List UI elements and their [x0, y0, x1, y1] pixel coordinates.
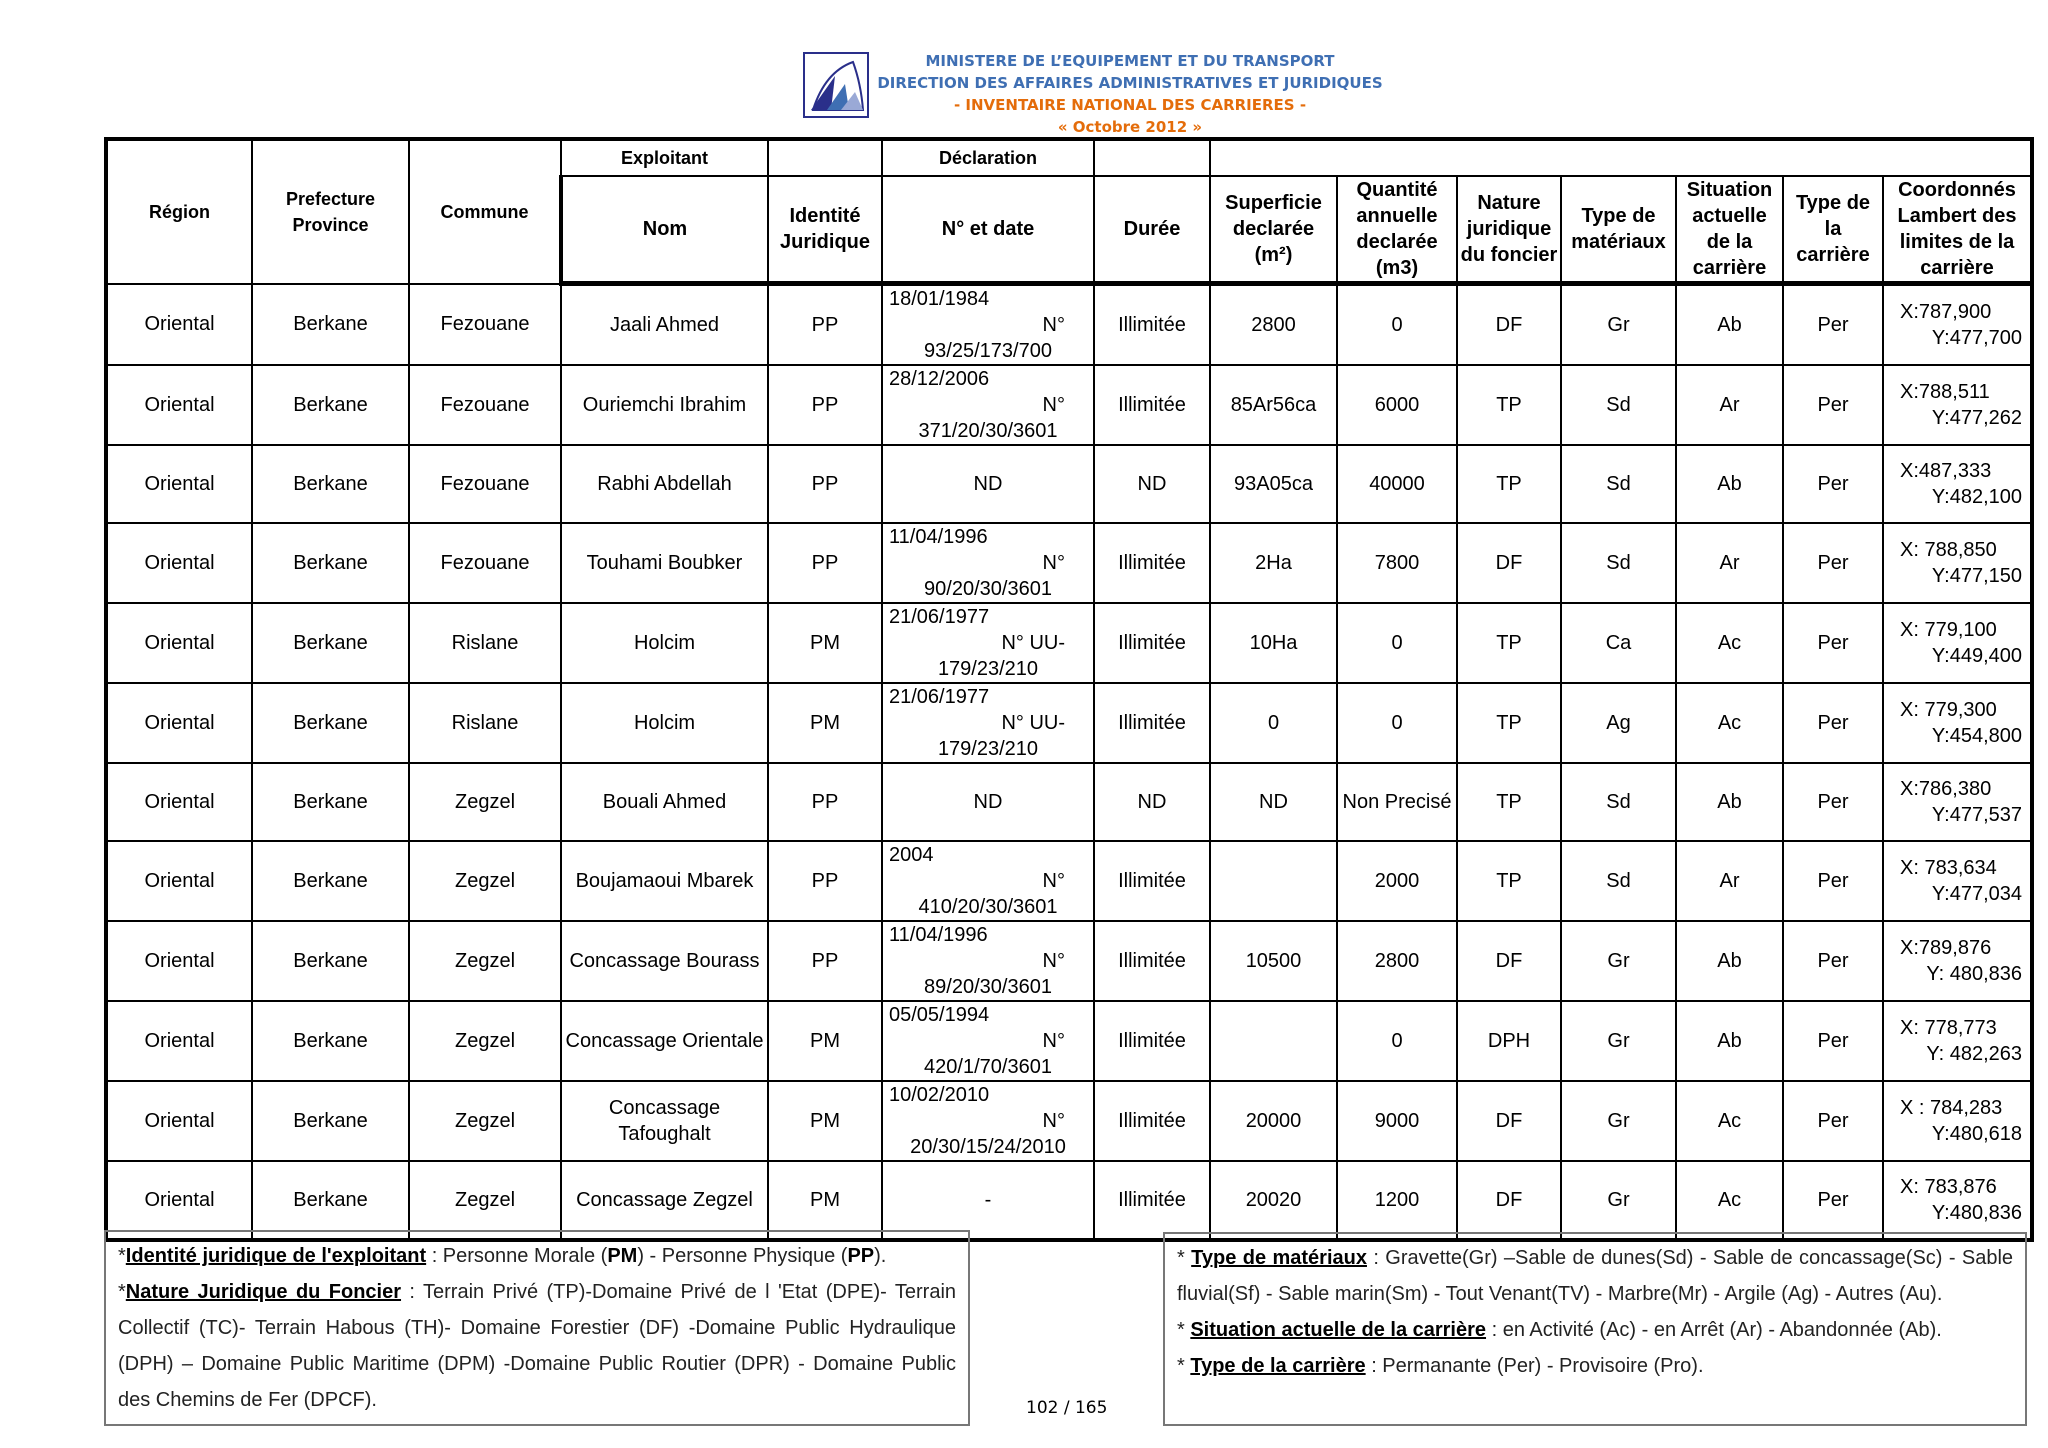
cell-region: Oriental — [106, 1081, 252, 1161]
declaration-number-label: N° UU- — [1001, 632, 1065, 654]
cell-declaration — [882, 1161, 1094, 1240]
cell-declaration — [882, 1081, 1094, 1161]
cell-nature: DF — [1457, 523, 1561, 603]
declaration-number: 90/20/30/3601 — [924, 578, 1052, 600]
table-body — [106, 284, 2032, 1241]
cell-coordinates — [1883, 683, 2032, 763]
cell-quantite: 6000 — [1337, 365, 1457, 445]
cell-prefecture: Berkane — [252, 1161, 409, 1240]
cell-nom: Concassage Bourass — [561, 921, 768, 1001]
declaration-number-label: N° — [1042, 552, 1065, 574]
quarry-inventory-table — [104, 137, 2034, 1242]
cell-prefecture: Berkane — [252, 365, 409, 445]
cell-type-carriere: Per — [1783, 1081, 1883, 1161]
cell-type-carriere: Per — [1783, 841, 1883, 921]
cell-coordinates — [1883, 1161, 2032, 1240]
cell-quantite: 0 — [1337, 284, 1457, 366]
cell-quantite: 0 — [1337, 603, 1457, 683]
cell-nom: Concassage Tafoughalt — [561, 1081, 768, 1161]
cell-type-carriere: Per — [1783, 763, 1883, 841]
cell-quantite: 7800 — [1337, 523, 1457, 603]
cell-duree: Illimitée — [1094, 1081, 1210, 1161]
cell-superficie: 10500 — [1210, 921, 1337, 1001]
cell-nom: Holcim — [561, 683, 768, 763]
declaration-number-label: - — [984, 1189, 992, 1211]
declaration-number: 93/25/173/700 — [924, 340, 1052, 362]
cell-identite: PP — [768, 921, 882, 1001]
cell-superficie: 2800 — [1210, 284, 1337, 366]
declaration-date: 11/04/1996 — [889, 924, 988, 946]
legend-nature: *Nature Juridique du Foncier : Terrain Privé (TP)-Domaine Privé de l 'Etat (DPE)- Terrain Collectif (TC)- Terrain Habous (TH)- Domaine Forestier (DF) -Domaine Public Hydraulique (DPH) – Domaine Public Maritime (DPM) -Domaine Public Routier (DPR) - Domaine Public des Chemins de Fer (DPCF). — [118, 1281, 957, 1411]
cell-materiaux: Ag — [1561, 683, 1676, 763]
cell-nom: Boujamaoui Mbarek — [561, 841, 768, 921]
coordinate-y: Y:449,400 — [1931, 645, 2022, 667]
legend-situation-key: Situation actuelle de la carrière — [1190, 1319, 1487, 1341]
cell-type-carriere: Per — [1783, 445, 1883, 523]
legend-right — [1163, 1232, 2027, 1426]
cell-identite: PP — [768, 445, 882, 523]
col-nature: Nature juridique du foncier — [1457, 176, 1561, 284]
cell-materiaux: Gr — [1561, 921, 1676, 1001]
cell-identite: PM — [768, 603, 882, 683]
cell-materiaux: Sd — [1561, 763, 1676, 841]
cell-coordinates — [1883, 365, 2032, 445]
cell-declaration — [882, 683, 1094, 763]
legend-left — [104, 1230, 970, 1426]
cell-nature: TP — [1457, 683, 1561, 763]
cell-region: Oriental — [106, 1001, 252, 1081]
cell-identite: PP — [768, 284, 882, 366]
cell-type-carriere: Per — [1783, 284, 1883, 366]
cell-type-carriere: Per — [1783, 1161, 1883, 1240]
cell-superficie: 0 — [1210, 683, 1337, 763]
cell-materiaux: Sd — [1561, 365, 1676, 445]
table-row — [106, 1161, 2032, 1240]
cell-commune: Fezouane — [409, 523, 561, 603]
cell-commune: Zegzel — [409, 1001, 561, 1081]
coordinate-x: X:787,900 — [1900, 301, 1992, 323]
cell-materiaux: Sd — [1561, 523, 1676, 603]
declaration-number-label: N° — [1042, 1110, 1065, 1132]
col-identite: Identité Juridique — [768, 176, 882, 284]
cell-prefecture: Berkane — [252, 603, 409, 683]
cell-identite: PP — [768, 841, 882, 921]
cell-type-carriere: Per — [1783, 683, 1883, 763]
cell-region: Oriental — [106, 1161, 252, 1240]
declaration-number: 420/1/70/3601 — [924, 1056, 1052, 1078]
cell-materiaux: Gr — [1561, 1161, 1676, 1240]
cell-nature: DF — [1457, 1081, 1561, 1161]
inventory-date: « Octobre 2012 » — [1057, 118, 1203, 136]
col-prefecture: Prefecture Province — [252, 139, 409, 284]
page-number: 102 / 165 — [1026, 1398, 1108, 1418]
cell-identite: PP — [768, 763, 882, 841]
cell-commune: Fezouane — [409, 445, 561, 523]
legend-materiaux-text: : Gravette(Gr) –Sable de dunes(Sd) - Sable de concassage(Sc) - Sable fluvial(Sf) - Sable marin(Sm) - Tout Venant(TV) - Marbre(Mr) - Argile (Ag) - Autres (Au). — [1177, 1247, 2014, 1305]
cell-situation: Ab — [1676, 284, 1783, 366]
cell-materiaux: Sd — [1561, 445, 1676, 523]
table-row — [106, 763, 2032, 841]
legend-materiaux: * Type de matériaux : Gravette(Gr) –Sable de dunes(Sd) - Sable de concassage(Sc) - Sable fluvial(Sf) - Sable marin(Sm) - Tout Venant(TV) - Marbre(Mr) - Argile (Ag) - Autres (Au). — [1177, 1247, 2014, 1305]
cell-duree: ND — [1094, 763, 1210, 841]
declaration-date: 28/12/2006 — [889, 368, 990, 390]
cell-region: Oriental — [106, 921, 252, 1001]
cell-commune: Zegzel — [409, 763, 561, 841]
table-row — [106, 284, 2032, 366]
cell-commune: Zegzel — [409, 1161, 561, 1240]
coordinate-y: Y:480,618 — [1931, 1123, 2022, 1145]
cell-coordinates — [1883, 445, 2032, 523]
cell-nature: DF — [1457, 284, 1561, 366]
cell-materiaux: Gr — [1561, 1001, 1676, 1081]
cell-prefecture: Berkane — [252, 284, 409, 366]
cell-nature: DPH — [1457, 1001, 1561, 1081]
cell-situation: Ar — [1676, 523, 1783, 603]
cell-nature: TP — [1457, 763, 1561, 841]
direction-title: DIRECTION DES AFFAIRES ADMINISTRATIVES ET JURIDIQUES — [877, 74, 1383, 92]
cell-identite: PP — [768, 523, 882, 603]
declaration-date: 18/01/1984 — [889, 288, 990, 310]
cell-quantite: 40000 — [1337, 445, 1457, 523]
cell-quantite: 1200 — [1337, 1161, 1457, 1240]
cell-prefecture: Berkane — [252, 445, 409, 523]
cell-situation: Ab — [1676, 445, 1783, 523]
legend-type: * Type de la carrière : Permanante (Per) - Provisoire (Pro). — [1177, 1355, 1704, 1377]
table-row — [106, 1001, 2032, 1081]
cell-prefecture: Berkane — [252, 763, 409, 841]
cell-region: Oriental — [106, 523, 252, 603]
coordinate-x: X: 778,773 — [1900, 1017, 1997, 1039]
col-situation: Situation actuelle de la carrière — [1676, 176, 1783, 284]
cell-nom: Rabhi Abdellah — [561, 445, 768, 523]
coordinate-x: X:789,876 — [1900, 937, 1992, 959]
cell-duree: Illimitée — [1094, 1001, 1210, 1081]
group-empty-1 — [768, 139, 882, 176]
cell-situation: Ac — [1676, 683, 1783, 763]
inventory-title: - INVENTAIRE NATIONAL DES CARRIERES - — [953, 96, 1307, 114]
cell-region: Oriental — [106, 284, 252, 366]
table-row — [106, 523, 2032, 603]
cell-nature: DF — [1457, 921, 1561, 1001]
cell-quantite: 0 — [1337, 1001, 1457, 1081]
cell-superficie — [1210, 841, 1337, 921]
coordinate-y: Y:477,700 — [1931, 327, 2022, 349]
cell-identite: PP — [768, 365, 882, 445]
coordinate-y: Y:454,800 — [1931, 725, 2022, 747]
cell-duree: Illimitée — [1094, 284, 1210, 366]
col-coordonnes: Coordonnés Lambert des limites de la carrière — [1883, 176, 2032, 284]
cell-duree: ND — [1094, 445, 1210, 523]
cell-declaration — [882, 921, 1094, 1001]
declaration-number-label: N° — [1042, 870, 1065, 892]
declaration-number: 89/20/30/3601 — [924, 976, 1052, 998]
cell-commune: Rislane — [409, 683, 561, 763]
cell-region: Oriental — [106, 365, 252, 445]
table-row — [106, 603, 2032, 683]
table-row — [106, 921, 2032, 1001]
cell-superficie: 2Ha — [1210, 523, 1337, 603]
cell-quantite: Non Precisé — [1337, 763, 1457, 841]
declaration-number-label: N° — [1042, 394, 1065, 416]
declaration-date: 10/02/2010 — [889, 1084, 990, 1106]
cell-coordinates — [1883, 921, 2032, 1001]
legend-identite: *Identité juridique de l'exploitant : Personne Morale (PM) - Personne Physique (PP). — [118, 1245, 887, 1267]
cell-nom: Bouali Ahmed — [561, 763, 768, 841]
declaration-number: 371/20/30/3601 — [918, 420, 1058, 442]
cell-region: Oriental — [106, 763, 252, 841]
legend-situation: * Situation actuelle de la carrière : en Activité (Ac) - en Arrêt (Ar) - Abandonnée (Ab). — [1177, 1319, 1942, 1341]
declaration-number-label: N° — [1042, 950, 1065, 972]
cell-materiaux: Ca — [1561, 603, 1676, 683]
cell-nom: Jaali Ahmed — [561, 284, 768, 366]
cell-coordinates — [1883, 1081, 2032, 1161]
cell-nature: DF — [1457, 1161, 1561, 1240]
cell-commune: Zegzel — [409, 1081, 561, 1161]
cell-duree: Illimitée — [1094, 921, 1210, 1001]
cell-commune: Fezouane — [409, 365, 561, 445]
col-superficie: Superficie declarée (m²) — [1210, 176, 1337, 284]
cell-coordinates — [1883, 603, 2032, 683]
col-region: Région — [106, 139, 252, 284]
cell-materiaux: Sd — [1561, 841, 1676, 921]
table-row — [106, 445, 2032, 523]
cell-superficie: 20020 — [1210, 1161, 1337, 1240]
coordinate-y: Y:480,836 — [1931, 1202, 2022, 1224]
col-quantite: Quantité annuelle declarée (m3) — [1337, 176, 1457, 284]
ministry-title: MINISTERE DE L’EQUIPEMENT ET DU TRANSPORT — [925, 52, 1335, 70]
cell-identite: PM — [768, 1081, 882, 1161]
coordinate-y: Y: 480,836 — [1926, 963, 2022, 985]
group-empty-3 — [1210, 139, 2032, 176]
cell-identite: PM — [768, 1001, 882, 1081]
cell-region: Oriental — [106, 603, 252, 683]
cell-type-carriere: Per — [1783, 523, 1883, 603]
col-duree: Durée — [1094, 176, 1210, 284]
declaration-date: 11/04/1996 — [889, 526, 988, 548]
coordinate-y: Y:477,262 — [1931, 407, 2022, 429]
cell-duree: Illimitée — [1094, 841, 1210, 921]
cell-type-carriere: Per — [1783, 365, 1883, 445]
declaration-number: 20/30/15/24/2010 — [910, 1136, 1066, 1158]
cell-coordinates — [1883, 841, 2032, 921]
cell-prefecture: Berkane — [252, 1001, 409, 1081]
declaration-date: 21/06/1977 — [889, 686, 990, 708]
cell-prefecture: Berkane — [252, 523, 409, 603]
declaration-date: 2004 — [889, 844, 934, 866]
declaration-number: 179/23/210 — [937, 738, 1039, 760]
cell-superficie: 10Ha — [1210, 603, 1337, 683]
declaration-number-label: N° — [1042, 314, 1065, 336]
cell-superficie: 85Ar56ca — [1210, 365, 1337, 445]
cell-commune: Rislane — [409, 603, 561, 683]
declaration-date: 21/06/1977 — [889, 606, 990, 628]
coordinate-x: X: 779,300 — [1900, 699, 1997, 721]
cell-coordinates — [1883, 763, 2032, 841]
cell-region: Oriental — [106, 683, 252, 763]
cell-quantite: 2000 — [1337, 841, 1457, 921]
cell-type-carriere: Per — [1783, 1001, 1883, 1081]
cell-type-carriere: Per — [1783, 921, 1883, 1001]
cell-region: Oriental — [106, 445, 252, 523]
cell-prefecture: Berkane — [252, 921, 409, 1001]
cell-region: Oriental — [106, 841, 252, 921]
col-type-materiaux: Type de matériaux — [1561, 176, 1676, 284]
cell-coordinates — [1883, 1001, 2032, 1081]
cell-nature: TP — [1457, 445, 1561, 523]
coordinate-x: X: 783,876 — [1900, 1176, 1997, 1198]
cell-situation: Ac — [1676, 603, 1783, 683]
cell-quantite: 0 — [1337, 683, 1457, 763]
legend-identite-key: Identité juridique de l'exploitant — [125, 1245, 427, 1267]
coordinate-x: X:788,511 — [1900, 381, 1990, 403]
cell-nom: Touhami Boubker — [561, 523, 768, 603]
cell-declaration — [882, 523, 1094, 603]
cell-commune: Zegzel — [409, 841, 561, 921]
table-row — [106, 841, 2032, 921]
cell-situation: Ab — [1676, 1001, 1783, 1081]
cell-nom: Ouriemchi Ibrahim — [561, 365, 768, 445]
legend-nature-key: Nature Juridique du Foncier — [125, 1281, 402, 1303]
coordinate-x: X : 784,283 — [1900, 1097, 2003, 1119]
cell-situation: Ar — [1676, 365, 1783, 445]
cell-nom: Holcim — [561, 603, 768, 683]
coordinate-y: Y:482,100 — [1931, 486, 2022, 508]
cell-situation: Ac — [1676, 1081, 1783, 1161]
coordinate-y: Y: 482,263 — [1926, 1043, 2022, 1065]
cell-nature: TP — [1457, 365, 1561, 445]
table-row — [106, 683, 2032, 763]
legend-materiaux-key: Type de matériaux — [1191, 1247, 1367, 1269]
cell-type-carriere: Per — [1783, 603, 1883, 683]
cell-prefecture: Berkane — [252, 1081, 409, 1161]
cell-superficie — [1210, 1001, 1337, 1081]
cell-duree: Illimitée — [1094, 603, 1210, 683]
declaration-number-label: ND — [973, 791, 1003, 813]
cell-situation: Ar — [1676, 841, 1783, 921]
cell-nom: Concassage Orientale — [561, 1001, 768, 1081]
group-declaration: Déclaration — [882, 139, 1094, 176]
group-empty-2 — [1094, 139, 1210, 176]
declaration-number-label: ND — [973, 473, 1003, 495]
coordinate-x: X: 779,100 — [1900, 619, 1997, 641]
cell-commune: Zegzel — [409, 921, 561, 1001]
declaration-number-label: N° UU- — [1001, 712, 1065, 734]
col-nom: Nom — [561, 176, 768, 284]
cell-duree: Illimitée — [1094, 683, 1210, 763]
cell-nature: TP — [1457, 603, 1561, 683]
legend-type-key: Type de la carrière — [1190, 1355, 1366, 1377]
cell-declaration — [882, 1001, 1094, 1081]
cell-declaration — [882, 841, 1094, 921]
declaration-number-label: N° — [1042, 1030, 1065, 1052]
coordinate-y: Y:477,537 — [1931, 804, 2022, 826]
cell-declaration — [882, 365, 1094, 445]
legend-situation-text: : en Activité (Ac) - en Arrêt (Ar) - Abandonnée (Ab). — [1486, 1319, 1942, 1341]
cell-quantite: 2800 — [1337, 921, 1457, 1001]
legend-type-text: : Permanante (Per) - Provisoire (Pro). — [1365, 1355, 1704, 1377]
cell-duree: Illimitée — [1094, 365, 1210, 445]
cell-commune: Fezouane — [409, 284, 561, 366]
col-commune: Commune — [409, 139, 561, 284]
cell-situation: Ab — [1676, 921, 1783, 1001]
cell-prefecture: Berkane — [252, 683, 409, 763]
coordinate-x: X: 783,634 — [1900, 857, 1997, 879]
declaration-number: 179/23/210 — [937, 658, 1039, 680]
coordinate-x: X:786,380 — [1900, 778, 1992, 800]
cell-materiaux: Gr — [1561, 284, 1676, 366]
group-header-row — [106, 139, 2032, 176]
cell-identite: PM — [768, 1161, 882, 1240]
cell-prefecture: Berkane — [252, 841, 409, 921]
cell-declaration — [882, 445, 1094, 523]
cell-declaration — [882, 284, 1094, 366]
cell-nom: Concassage Zegzel — [561, 1161, 768, 1240]
coordinate-x: X:487,333 — [1900, 460, 1992, 482]
coordinate-y: Y:477,150 — [1931, 565, 2022, 587]
declaration-number: 410/20/30/3601 — [918, 896, 1058, 918]
cell-coordinates — [1883, 523, 2032, 603]
document-header — [860, 50, 1400, 138]
col-num-date: N° et date — [882, 176, 1094, 284]
cell-identite: PM — [768, 683, 882, 763]
cell-declaration — [882, 763, 1094, 841]
cell-coordinates — [1883, 284, 2032, 366]
legend-nature-text: : Terrain Privé (TP)-Domaine Privé de l 'Etat (DPE)- Terrain Collectif (TC)- Terrain Habous (TH)- Domaine Forestier (DF) -Domaine Public Hydraulique (DPH) – Domaine Public Maritime (DPM) -Domaine Public Routier (DPR) - Domaine Public des Chemins de Fer (DPCF). — [118, 1281, 957, 1411]
cell-declaration — [882, 603, 1094, 683]
cell-nature: TP — [1457, 841, 1561, 921]
group-exploitant: Exploitant — [561, 139, 768, 176]
cell-situation: Ac — [1676, 1161, 1783, 1240]
cell-situation: Ab — [1676, 763, 1783, 841]
cell-duree: Illimitée — [1094, 523, 1210, 603]
table-row — [106, 1081, 2032, 1161]
cell-superficie: ND — [1210, 763, 1337, 841]
coordinate-x: X: 788,850 — [1900, 539, 1997, 561]
table-row — [106, 365, 2032, 445]
cell-duree: Illimitée — [1094, 1161, 1210, 1240]
cell-quantite: 9000 — [1337, 1081, 1457, 1161]
cell-materiaux: Gr — [1561, 1081, 1676, 1161]
col-type-carriere: Type de la carrière — [1783, 176, 1883, 284]
declaration-date: 05/05/1994 — [889, 1004, 990, 1026]
coordinate-y: Y:477,034 — [1931, 883, 2022, 905]
cell-superficie: 20000 — [1210, 1081, 1337, 1161]
cell-superficie: 93A05ca — [1210, 445, 1337, 523]
